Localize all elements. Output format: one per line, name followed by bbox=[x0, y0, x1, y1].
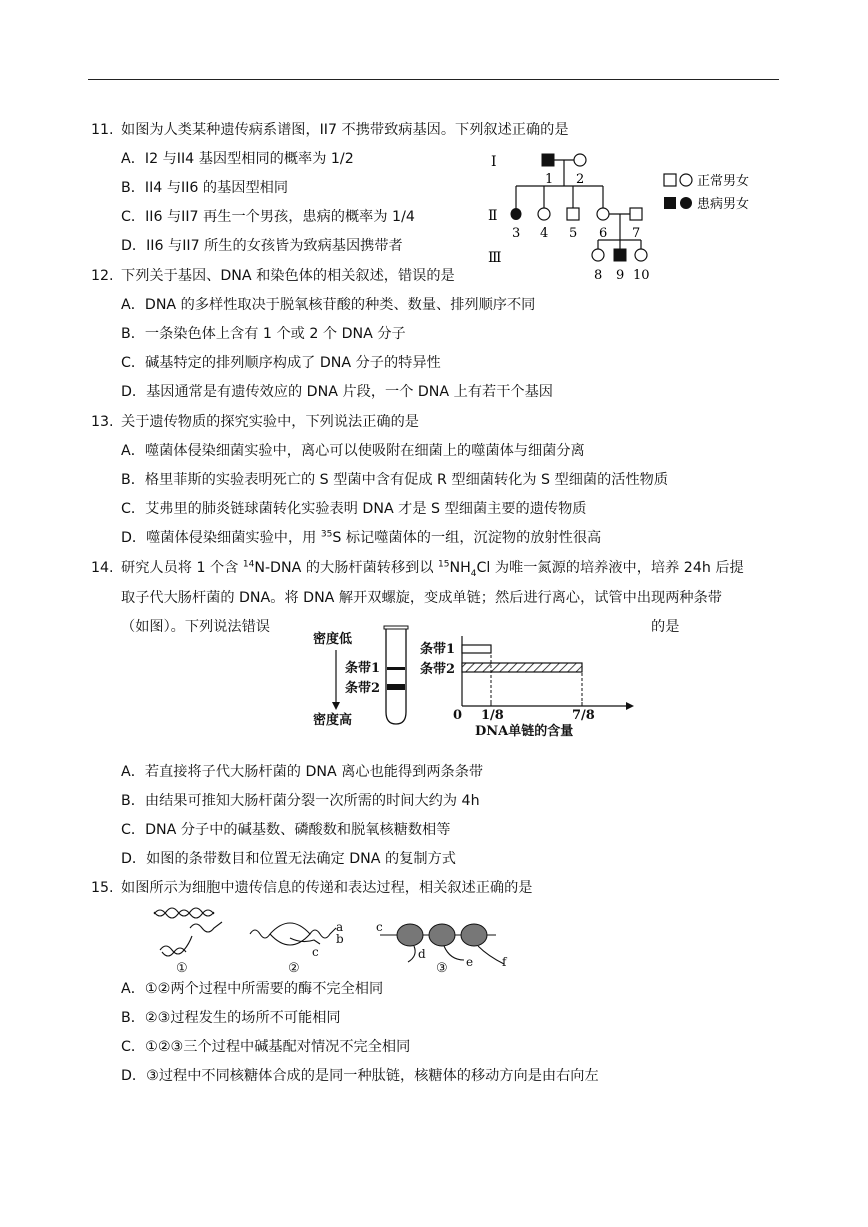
individual-9-affected-male bbox=[614, 249, 626, 261]
q14-stem-line1 bbox=[91, 558, 744, 578]
peptide-f bbox=[478, 946, 504, 964]
replication-fork-lower bbox=[160, 936, 192, 954]
label-f: f bbox=[502, 955, 507, 969]
q11-option-d: D．II6 与II7 所生的女孩皆为致病基因携带者 bbox=[121, 238, 403, 254]
chart-band1-label: 条带1 bbox=[420, 642, 456, 657]
q14-option-a: A．若直接将子代大肠杆菌的 DNA 离心也能得到两条条带 bbox=[121, 764, 484, 780]
tube-rim bbox=[384, 626, 408, 629]
label-e: e bbox=[466, 955, 474, 969]
q13-option-d-pre: D．噬菌体侵染细菌实验中，用 bbox=[121, 530, 321, 546]
replication-strand-bottom bbox=[154, 910, 214, 918]
q13-number: 13. bbox=[91, 414, 114, 430]
legend-affected-female-icon bbox=[680, 197, 692, 209]
legend-normal-label: 正常男女 bbox=[697, 174, 750, 189]
q11-number: 11. bbox=[91, 122, 114, 138]
q14-option-d: D．如图的条带数目和位置无法确定 DNA 的复制方式 bbox=[121, 851, 456, 867]
label-c-process2: c bbox=[312, 945, 319, 959]
q11-stem bbox=[91, 120, 569, 140]
replication-strand-top bbox=[154, 908, 214, 916]
tick-label-7-8: 7/8 bbox=[572, 708, 595, 723]
ribosome-2 bbox=[429, 924, 455, 946]
process-label-2: ② bbox=[288, 961, 300, 976]
id-10: 10 bbox=[633, 268, 650, 283]
gen-label-1: Ⅰ bbox=[491, 154, 497, 170]
q14-stem-part: Cl 为唯一氮源的培养液中，培养 24h 后提 bbox=[476, 560, 744, 576]
id-7: 7 bbox=[632, 226, 641, 241]
individual-8-normal-female bbox=[592, 249, 604, 261]
q13-option-a: A．噬菌体侵染细菌实验中，离心可以使吸附在细菌上的噬菌体与细菌分离 bbox=[121, 443, 585, 459]
tick-label-1-8: 1/8 bbox=[481, 708, 504, 723]
pedigree-figure bbox=[480, 148, 760, 286]
q14-stem-part: N-DNA 的大肠杆菌转移到以 bbox=[254, 560, 439, 576]
legend-affected-male-icon bbox=[664, 197, 676, 209]
individual-4-normal-female bbox=[538, 208, 550, 220]
ribosome-3 bbox=[461, 924, 487, 946]
legend-affected-label: 患病男女 bbox=[697, 197, 750, 212]
q15-stem bbox=[91, 878, 532, 898]
tick-label-0: 0 bbox=[453, 708, 463, 723]
transcription-helix-left bbox=[250, 930, 270, 938]
x-axis-arrow bbox=[626, 702, 634, 710]
q14-option-c: C．DNA 分子中的碱基数、磷酸数和脱氧核糖数相等 bbox=[121, 822, 451, 838]
q13-option-c: C．艾弗里的肺炎链球菌转化实验表明 DNA 才是 S 型细菌主要的遗传物质 bbox=[121, 501, 587, 517]
q12-stem bbox=[91, 266, 455, 286]
q12-option-b: B．一条染色体上含有 1 个或 2 个 DNA 分子 bbox=[121, 326, 406, 342]
id-4: 4 bbox=[540, 226, 549, 241]
label-d: d bbox=[418, 947, 426, 961]
q14-stem-part: 研究人员将 1 个含 bbox=[121, 560, 243, 576]
ribosome-1 bbox=[397, 924, 423, 946]
header-rule bbox=[88, 79, 779, 80]
q11-option-a: A．I2 与II4 基因型相同的概率为 1/2 bbox=[121, 151, 354, 167]
density-low-label: 密度低 bbox=[313, 632, 353, 647]
id-2: 2 bbox=[576, 172, 585, 187]
q13-option-b: B．格里菲斯的实验表明死亡的 S 型菌中含有促成 R 型细菌转化为 S 型细菌的活性物质 bbox=[121, 472, 669, 488]
legend-normal-female-icon bbox=[680, 174, 692, 186]
individual-5-normal-male bbox=[567, 208, 579, 220]
test-tube bbox=[386, 628, 406, 724]
gen-label-2: Ⅱ bbox=[488, 208, 498, 224]
q15-option-d: D．③过程中不同核糖体合成的是同一种肽链，核糖体的移动方向是由右向左 bbox=[121, 1068, 599, 1084]
q13-stem-text: 关于遗传物质的探究实验中，下列说法正确的是 bbox=[121, 414, 419, 430]
replication-fork-upper bbox=[190, 922, 222, 932]
q13-option-d-sup: 35 bbox=[320, 529, 333, 540]
peptide-e bbox=[444, 946, 464, 960]
tube-band2-label: 条带2 bbox=[345, 681, 381, 696]
individual-2-normal-female bbox=[574, 154, 586, 166]
q12-option-a: A．DNA 的多样性取决于脱氧核苷酸的种类、数量、排列顺序不同 bbox=[121, 297, 536, 313]
q11-option-c: C．II6 与II7 再生一个男孩，患病的概率为 1/4 bbox=[121, 209, 415, 225]
label-b: b bbox=[336, 932, 344, 946]
process-label-1: ① bbox=[176, 961, 188, 976]
density-arrow-head bbox=[332, 702, 340, 710]
bar-band2 bbox=[462, 663, 582, 672]
peptide-d bbox=[408, 946, 415, 962]
q14-number: 14. bbox=[91, 560, 114, 576]
label-c-process3: c bbox=[376, 920, 383, 934]
q15-stem-text: 如图所示为细胞中遗传信息的传递和表达过程，相关叙述正确的是 bbox=[121, 880, 533, 896]
density-high-label: 密度高 bbox=[313, 713, 353, 728]
id-3: 3 bbox=[512, 226, 521, 241]
q13-option-d bbox=[121, 528, 601, 548]
tube-band1-label: 条带1 bbox=[345, 661, 381, 676]
q12-option-c: C．碱基特定的排列顺序构成了 DNA 分子的特异性 bbox=[121, 355, 441, 371]
q14-sub-4: 4 bbox=[470, 568, 477, 579]
q15-option-b: B．②③过程发生的场所不可能相同 bbox=[121, 1010, 341, 1026]
individual-1-affected-male bbox=[542, 154, 554, 166]
q14-stem-line3-right: 的是 bbox=[651, 619, 680, 635]
individual-7-normal-male bbox=[630, 208, 642, 220]
q14-centrifuge-figure bbox=[305, 620, 645, 746]
id-8: 8 bbox=[594, 268, 603, 283]
q14-stem-line3-left: （如图）。下列说法错误 bbox=[121, 619, 270, 635]
id-9: 9 bbox=[616, 268, 625, 283]
q14-option-b: B．由结果可推知大肠杆菌分裂一次所需的时间大约为 4h bbox=[121, 793, 480, 809]
q13-stem bbox=[91, 412, 419, 432]
q15-process-figure bbox=[150, 905, 530, 977]
q14-stem-part: NH bbox=[449, 560, 471, 576]
q14-stem-line2: 取子代大肠杆菌的 DNA。将 DNA 解开双螺旋，变成单链；然后进行离心，试管中出现两种条带 bbox=[121, 590, 722, 606]
q11-stem-text: 如图为人类某种遗传病系谱图，II7 不携带致病基因。下列叙述正确的是 bbox=[121, 122, 569, 138]
id-5: 5 bbox=[569, 226, 578, 241]
tube-band1 bbox=[387, 667, 405, 670]
id-1: 1 bbox=[545, 172, 554, 187]
gen-label-3: Ⅲ bbox=[488, 250, 502, 266]
q13-option-d-post: S 标记噬菌体的一组，沉淀物的放射性很高 bbox=[332, 530, 602, 546]
q12-option-d: D．基因通常是有遗传效应的 DNA 片段，一个 DNA 上有若干个基因 bbox=[121, 384, 553, 400]
q12-stem-text: 下列关于基因、DNA 和染色体的相关叙述，错误的是 bbox=[121, 268, 455, 284]
chart-band2-label: 条带2 bbox=[420, 662, 456, 677]
q14-sup-15: 15 bbox=[438, 559, 450, 570]
q15-number: 15. bbox=[91, 880, 114, 896]
x-axis-title: DNA单链的含量 bbox=[475, 724, 574, 739]
q15-option-c: C．①②③三个过程中碱基配对情况不完全相同 bbox=[121, 1039, 411, 1055]
q11-option-b: B．II4 与II6 的基因型相同 bbox=[121, 180, 289, 196]
individual-6-normal-female bbox=[597, 208, 609, 220]
individual-3-affected-female bbox=[511, 208, 522, 220]
transcription-helix-right bbox=[310, 928, 336, 938]
tube-band2 bbox=[387, 684, 405, 690]
id-6: 6 bbox=[599, 226, 608, 241]
label-a: a bbox=[336, 920, 344, 934]
q15-option-a: A．①②两个过程中所需要的酶不完全相同 bbox=[121, 981, 384, 997]
bar-band1 bbox=[462, 645, 491, 653]
legend-normal-male-icon bbox=[664, 174, 676, 186]
q12-number: 12. bbox=[91, 268, 114, 284]
individual-10-normal-female bbox=[635, 249, 647, 261]
q14-sup-14: 14 bbox=[242, 559, 255, 570]
process-label-3: ③ bbox=[436, 961, 448, 976]
